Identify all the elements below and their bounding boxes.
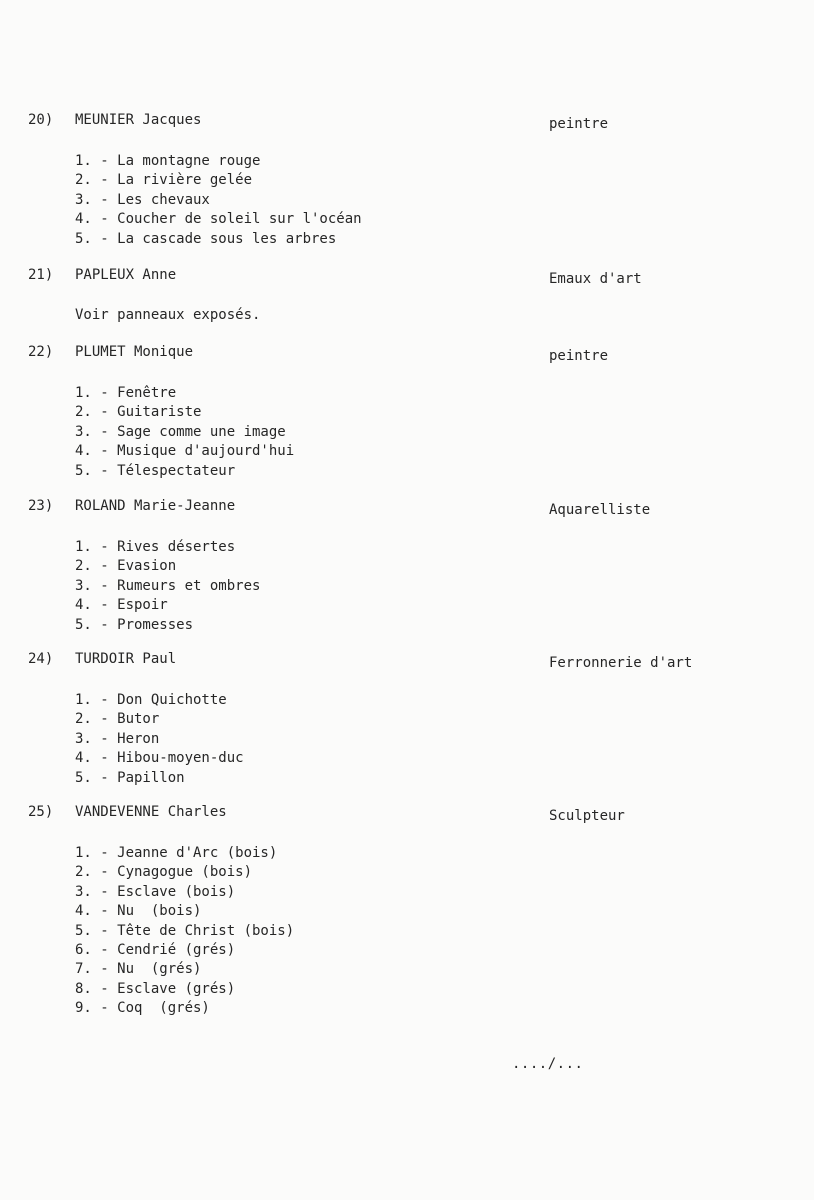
works-list <box>75 538 814 635</box>
artist-name: MEUNIER Jacques <box>75 112 202 128</box>
work-item: 3. - Sage comme une image <box>75 423 286 440</box>
artist-header <box>0 112 814 132</box>
artist-entry-25 <box>0 804 814 1019</box>
work-item: 1. - Fenêtre <box>75 385 177 401</box>
entry-number: 21) <box>28 267 54 283</box>
work-item: 4. - Coucher de soleil sur l'océan <box>75 211 362 228</box>
continuation-marker: ..../... <box>512 1056 584 1072</box>
work-item: 7. - Nu (grés) <box>75 961 202 978</box>
work-item: 5. - Télespectateur <box>75 462 236 479</box>
artist-entry-23 <box>0 498 814 635</box>
artist-name: PAPLEUX Anne <box>75 267 177 283</box>
work-item: 3. - Heron <box>75 730 160 747</box>
work-item: 2. - Evasion <box>75 558 177 575</box>
work-item: 4. - Espoir <box>75 597 168 614</box>
work-item: 5. - Papillon <box>75 769 185 786</box>
artist-note: Voir panneaux exposés. <box>75 307 261 323</box>
artist-header <box>0 498 814 518</box>
artist-role: Aquarelliste <box>549 502 651 518</box>
work-item: 5. - Tête de Christ (bois) <box>75 922 295 939</box>
work-item: 1. - Jeanne d'Arc (bois) <box>75 845 278 861</box>
artist-role: Ferronnerie d'art <box>549 655 693 671</box>
artist-role: peintre <box>549 348 609 364</box>
artist-name: VANDEVENNE Charles <box>75 804 227 820</box>
work-item: 4. - Nu (bois) <box>75 903 202 920</box>
artist-name: TURDOIR Paul <box>75 651 177 667</box>
works-list <box>75 844 814 1019</box>
work-item: 4. - Hibou-moyen-duc <box>75 750 244 767</box>
artist-name: PLUMET Monique <box>75 344 194 360</box>
artist-entry-21 <box>0 267 814 323</box>
artist-role: peintre <box>549 116 609 132</box>
artist-header <box>0 267 814 287</box>
artist-role: Sculpteur <box>549 808 625 824</box>
entry-number: 25) <box>28 804 54 820</box>
work-item: 5. - La cascade sous les arbres <box>75 230 337 247</box>
work-item: 3. - Rumeurs et ombres <box>75 577 261 594</box>
work-item: 4. - Musique d'aujourd'hui <box>75 443 295 460</box>
works-list <box>75 384 814 481</box>
artist-entry-20 <box>0 112 814 249</box>
entry-number: 22) <box>28 344 54 360</box>
works-list <box>75 691 814 788</box>
work-item: 1. - La montagne rouge <box>75 153 261 169</box>
artist-header <box>0 804 814 824</box>
works-list <box>75 152 814 249</box>
entry-number: 20) <box>28 112 54 128</box>
work-item: 2. - La rivière gelée <box>75 172 253 189</box>
work-item: 1. - Don Quichotte <box>75 692 227 708</box>
entry-number: 23) <box>28 498 54 514</box>
artist-entry-24 <box>0 651 814 788</box>
work-item: 9. - Coq (grés) <box>75 1000 210 1017</box>
work-item: 6. - Cendrié (grés) <box>75 941 236 958</box>
work-item: 1. - Rives désertes <box>75 539 236 555</box>
work-item: 3. - Les chevaux <box>75 191 210 208</box>
work-item: 8. - Esclave (grés) <box>75 980 236 997</box>
work-item: 5. - Promesses <box>75 616 194 633</box>
artist-role: Emaux d'art <box>549 271 642 287</box>
artist-name: ROLAND Marie-Jeanne <box>75 498 236 514</box>
entry-number: 24) <box>28 651 54 667</box>
work-item: 2. - Guitariste <box>75 404 202 421</box>
work-item: 2. - Cynagogue (bois) <box>75 864 253 881</box>
artist-header <box>0 344 814 364</box>
work-item: 2. - Butor <box>75 711 160 728</box>
artist-header <box>0 651 814 671</box>
work-item: 3. - Esclave (bois) <box>75 883 236 900</box>
artist-entry-22 <box>0 344 814 481</box>
